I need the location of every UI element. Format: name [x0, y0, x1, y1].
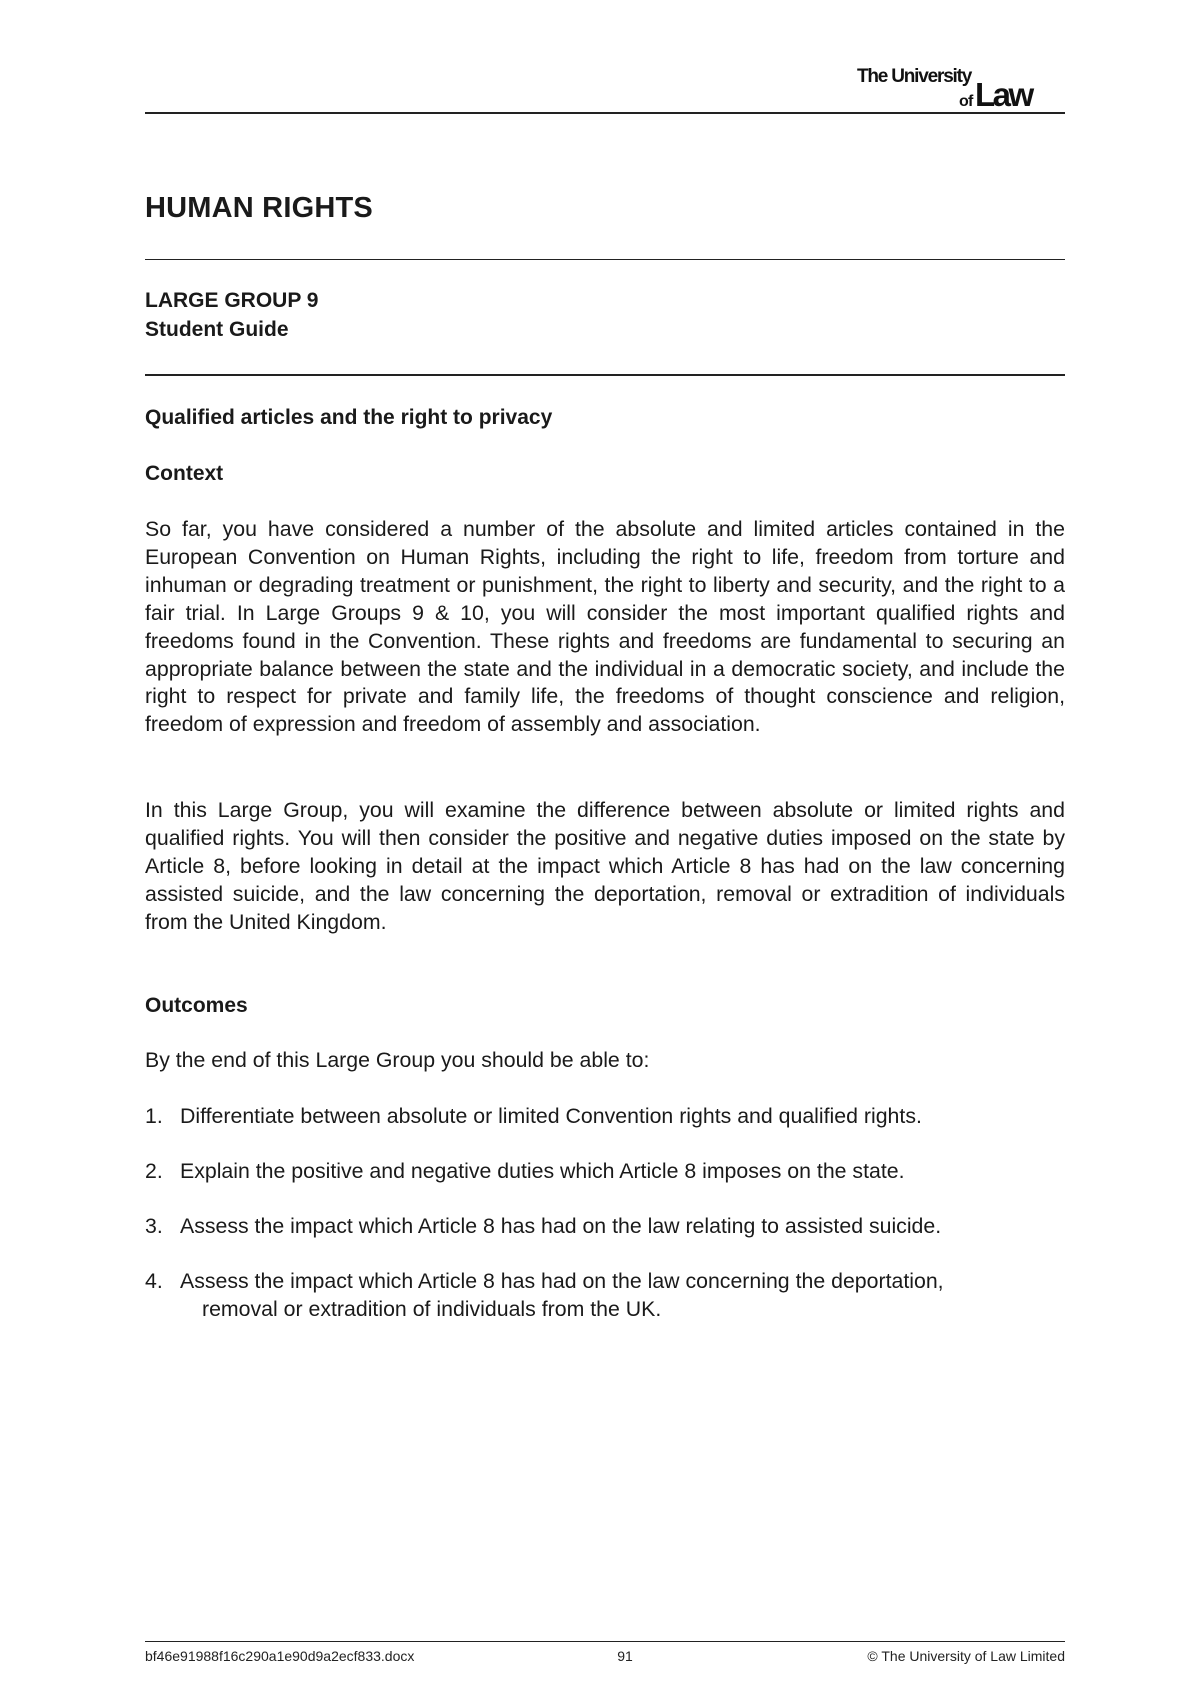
list-item-text-continued: removal or extradition of individuals from the UK.: [202, 1296, 662, 1321]
logo-of: of: [959, 93, 973, 110]
list-item-number: 4.: [145, 1268, 163, 1293]
footer-filename: bf46e91988f16c290a1e90d9a2ecf833.docx: [145, 1648, 415, 1664]
logo-law: Law: [975, 76, 1032, 110]
list-item: [145, 1213, 1065, 1241]
logo-line1: The University: [857, 66, 972, 87]
list-item-text: Differentiate between absolute or limited Convention rights and qualified rights.: [180, 1104, 922, 1128]
list-item: [145, 1158, 1065, 1186]
list-item-number: 2.: [145, 1158, 163, 1183]
context-paragraph-1: So far, you have considered a number of the absolute and limited articles contained in the European Convention on Human Rights, including the right to life, freedom from torture and inhuman or degrading treatment or punishment, the right to liberty and security, and the right to a fair trial. In Large Groups 9 & 10, you will consider the most important qualified rights and freedoms found in the Convention. These rights and freedoms are fundamental to securing an appropriate balance between the state and the individual in a democratic society, and include the right to respect for private and family life, the freedoms of thought conscience and religion, freedom of expression and freedom of assembly and association.: [145, 517, 1065, 737]
topic-heading: Qualified articles and the right to privacy: [145, 406, 553, 429]
context-heading: Context: [145, 462, 224, 485]
footer-copyright: © The University of Law Limited: [867, 1648, 1065, 1664]
section-divider: [145, 374, 1065, 376]
list-item-number: 3.: [145, 1213, 163, 1238]
outcomes-list: [145, 1103, 1065, 1351]
title-divider: [145, 259, 1065, 260]
outcomes-heading: Outcomes: [145, 994, 248, 1017]
large-group-label: LARGE GROUP 9: [145, 289, 319, 312]
list-item: [145, 1103, 1065, 1131]
context-paragraph-2: In this Large Group, you will examine the difference between absolute or limited rights and qualified rights. You will then consider the positive and negative duties imposed on the state by Article 8, before looking in detail at the impact which Article 8 has had on the law concerning assisted suicide, and the law concerning the deportation, removal or extradition of individuals from the United Kingdom.: [145, 798, 1065, 934]
list-item-number: 1.: [145, 1104, 163, 1128]
footer-page-number: 91: [617, 1648, 633, 1664]
list-item-text: Assess the impact which Article 8 has had on the law relating to assisted suicide.: [180, 1213, 942, 1238]
list-item-text: Explain the positive and negative duties which Article 8 imposes on the state.: [180, 1158, 905, 1183]
student-guide-label: Student Guide: [145, 318, 289, 341]
document-title: HUMAN RIGHTS: [145, 192, 373, 224]
outcomes-intro: By the end of this Large Group you should be able to:: [145, 1048, 650, 1072]
list-item: [145, 1268, 1065, 1324]
footer-divider: [145, 1641, 1065, 1642]
header-divider: [145, 112, 1065, 114]
list-item-text: Assess the impact which Article 8 has had on the law concerning the deportation,: [180, 1268, 944, 1293]
university-logo: [855, 64, 1065, 110]
